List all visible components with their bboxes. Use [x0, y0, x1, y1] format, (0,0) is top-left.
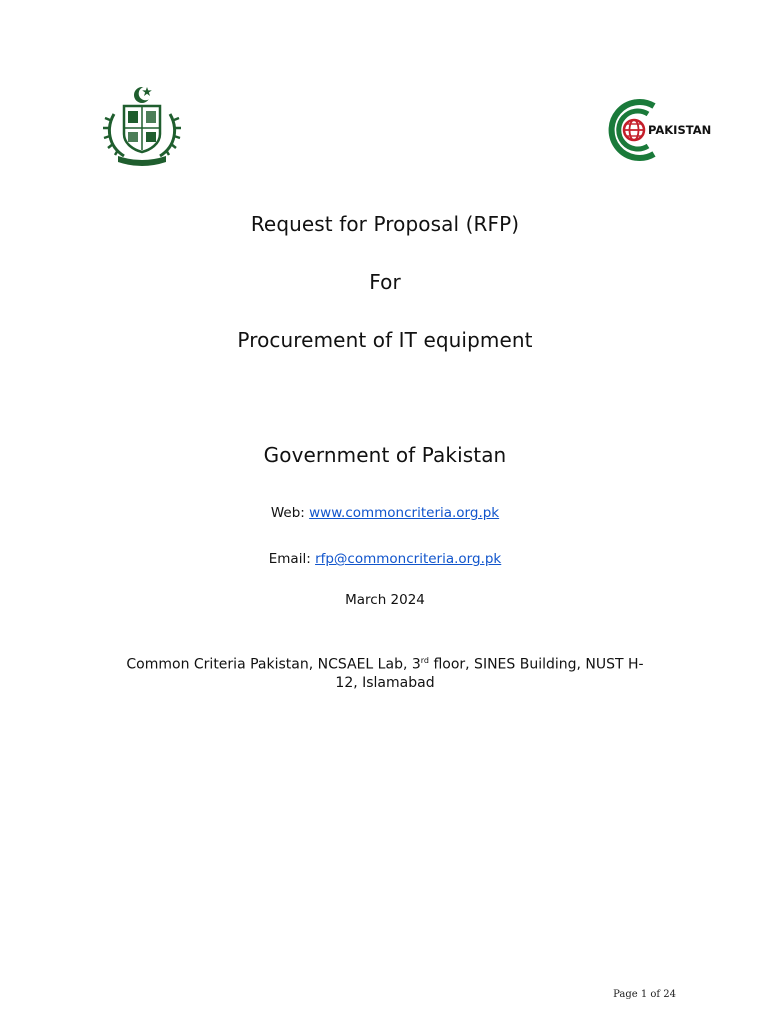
email-link[interactable]: rfp@commoncriteria.org.pk — [315, 551, 502, 567]
email-line — [0, 551, 770, 567]
address-line-2: 12, Islamabad — [335, 675, 435, 691]
web-label: Web: — [270, 505, 305, 521]
government-emblem-icon — [100, 84, 184, 168]
page-number: Page 1 of 24 — [613, 989, 676, 1000]
email-label: Email: — [268, 551, 311, 567]
address-part-1: Common Criteria Pakistan, NCSAEL Lab, 3 — [126, 656, 421, 673]
title-rfp: Request for Proposal (RFP) — [250, 212, 520, 236]
document-date: March 2024 — [345, 592, 425, 608]
web-line — [0, 505, 770, 521]
title-subject: Procurement of IT equipment — [237, 328, 533, 352]
address-ordinal: rd — [420, 656, 429, 665]
web-link[interactable]: www.commoncriteria.org.pk — [309, 505, 500, 521]
common-criteria-logo — [596, 96, 736, 164]
address-line-1 — [0, 656, 770, 673]
title-for: For — [369, 270, 401, 294]
logo-text: PAKISTAN — [648, 123, 712, 137]
organization-name: Government of Pakistan — [263, 443, 507, 467]
address-part-2: floor, SINES Building, NUST H- — [429, 656, 644, 673]
